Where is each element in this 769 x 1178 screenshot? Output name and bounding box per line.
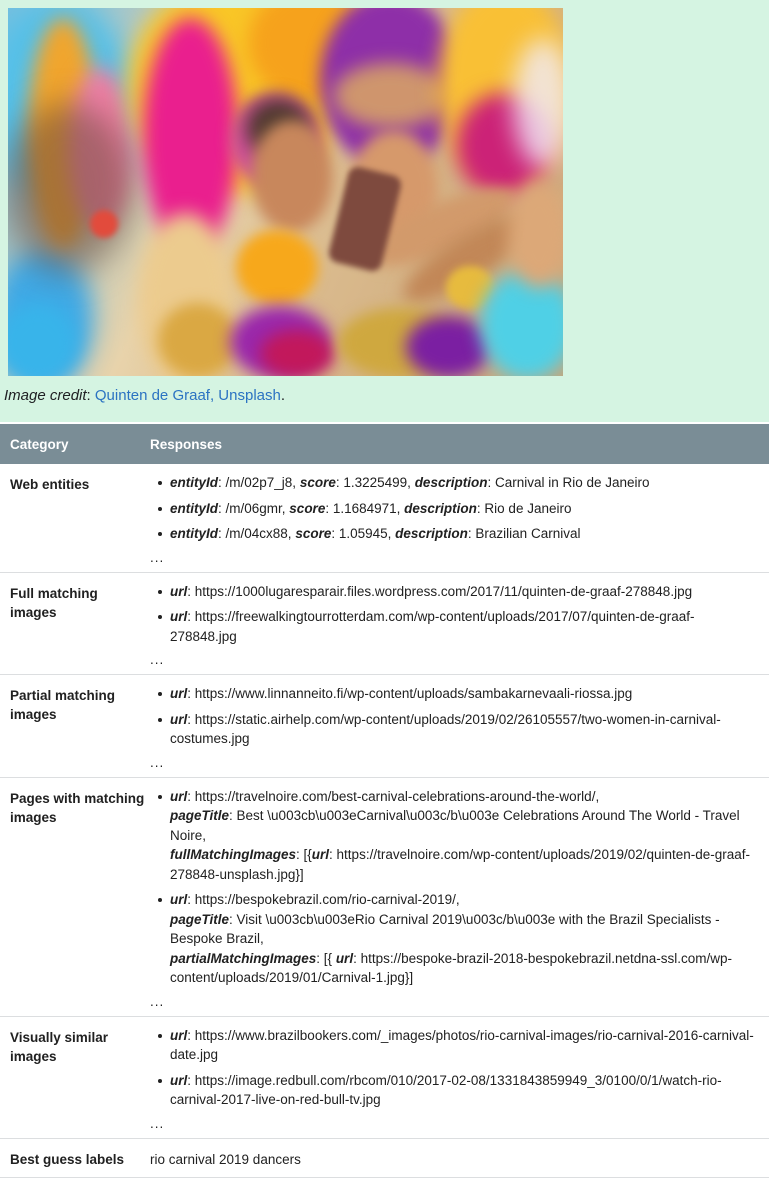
field-key: score <box>299 475 336 490</box>
field-value: : Visit \u003cb\u003eRio Carnival 2019\u003c/b\u003e with the Brazil Specialists - Bespoke Brazil, <box>170 911 720 946</box>
field-key: url <box>335 950 354 966</box>
field-value: : 1.05945, <box>331 526 396 541</box>
responses-cell <box>150 778 769 1016</box>
field-value: : https://travelnoire.com/best-carnival-celebrations-around-the-world/, <box>187 788 600 804</box>
field-key: url <box>170 583 188 599</box>
field-key: fullMatchingImages <box>170 847 297 862</box>
field-value: : https://static.airhelp.com/wp-content/uploads/2019/02/26105557/two-women-in-carnival-costumes.jpg <box>170 711 721 746</box>
field-key: score <box>289 500 326 516</box>
responses-column-header: Responses <box>150 436 223 452</box>
category-cell: Pages with matching images <box>10 790 145 825</box>
category-column-header: Category <box>10 436 69 452</box>
field-value: : https://www.linnanneito.fi/wp-content/uploads/sambakarnevaali-riossa.jpg <box>187 686 633 701</box>
table-row <box>0 1017 769 1139</box>
image-credit-period: . <box>280 387 286 404</box>
figure-block <box>0 0 769 422</box>
field-value: : https://travelnoire.com/wp-content/uploads/2019/02/quinten-de-graaf-278848-unsplash.jpg}] <box>170 847 751 882</box>
field-key: url <box>170 892 188 907</box>
field-key: url <box>170 609 188 624</box>
field-value: : https://bespokebrazil.com/rio-carnival-2019/, <box>187 892 460 907</box>
responses-cell <box>150 1017 769 1138</box>
photo-blob <box>236 230 318 305</box>
table-row <box>0 675 769 778</box>
responses-cell <box>150 675 769 777</box>
photo-blob <box>480 270 563 376</box>
field-value: : /m/04cx88, <box>218 526 296 541</box>
photo-blob <box>333 63 448 128</box>
field-value: : https://www.brazilbookers.com/_images/photos/rio-carnival-images/rio-carnival-2016-carnival-date.jpg <box>170 1027 754 1062</box>
field-key: description <box>404 500 477 516</box>
field-key: entityId <box>170 526 219 541</box>
field-value: : 1.1684971, <box>325 500 405 516</box>
field-key: url <box>170 1027 188 1043</box>
results-table-body <box>0 464 769 1178</box>
response-item <box>150 890 759 988</box>
photo-blob <box>8 103 133 273</box>
responses-cell <box>150 464 769 572</box>
field-value: : https://image.redbull.com/rbcom/010/2017-02-08/1331843859949_3/0100/0/1/watch-rio-carnival-2017-live-on-red-bull-tv.jpg <box>170 1072 722 1107</box>
response-item <box>150 473 759 493</box>
photo-blob <box>90 210 118 238</box>
response-item <box>150 710 759 749</box>
field-key: url <box>170 1072 188 1088</box>
field-key: entityId <box>170 475 219 490</box>
truncation-ellipsis: ... <box>150 1115 165 1131</box>
field-value: : https://bespoke-brazil-2018-bespokebrazil.netdna-ssl.com/wp-content/uploads/2019/01/Carnival-1.jpg}] <box>170 950 733 985</box>
carnival-photo <box>8 8 563 376</box>
response-item <box>150 524 759 544</box>
photo-blob <box>251 120 333 232</box>
photo-blob <box>158 303 238 376</box>
field-key: entityId <box>170 500 219 516</box>
field-value: : Carnival in Rio de Janeiro <box>487 475 650 490</box>
category-cell: Best guess labels <box>10 1151 125 1167</box>
field-value: : /m/06gmr, <box>218 500 290 516</box>
field-value: : [{ <box>316 950 336 966</box>
image-credit-label: Image credit <box>4 387 87 404</box>
truncation-ellipsis: ... <box>150 993 165 1009</box>
field-value: : /m/02p7_j8, <box>218 475 300 490</box>
category-cell: Partial matching images <box>10 688 116 722</box>
field-key: pageTitle <box>170 911 230 927</box>
field-value: : [{ <box>296 847 312 862</box>
results-table-header <box>0 424 769 464</box>
image-credit-separator: : <box>86 387 95 404</box>
field-key: partialMatchingImages <box>170 950 317 966</box>
photo-blob <box>260 330 334 376</box>
field-value: : Best \u003cb\u003eCarnival\u003c/b\u003e Celebrations Around The World - Travel Noire, <box>170 808 740 843</box>
field-key: description <box>414 475 488 490</box>
field-value: : Rio de Janeiro <box>476 500 572 516</box>
field-key: url <box>170 711 188 727</box>
field-value: : 1.3225499, <box>335 475 415 490</box>
results-table <box>0 424 769 1178</box>
table-row <box>0 1139 769 1178</box>
image-credit-link[interactable]: Quinten de Graaf, Unsplash <box>94 387 281 404</box>
field-key: url <box>170 686 188 701</box>
field-value: : https://freewalkingtourrotterdam.com/wp-content/uploads/2017/07/quinten-de-graaf-278848.jpg <box>170 609 695 644</box>
response-item <box>150 499 759 519</box>
field-key: url <box>311 847 330 862</box>
response-item <box>150 1071 759 1110</box>
truncation-ellipsis: ... <box>150 754 165 770</box>
photo-blob <box>406 316 491 376</box>
table-row <box>0 573 769 676</box>
truncation-ellipsis: ... <box>150 652 165 667</box>
table-row <box>0 778 769 1017</box>
response-item <box>150 684 759 704</box>
field-key: pageTitle <box>170 808 230 823</box>
field-key: description <box>395 526 468 541</box>
category-cell: Web entities <box>10 477 90 492</box>
category-cell: Visually similar images <box>10 1029 109 1064</box>
response-item <box>150 607 759 646</box>
response-item <box>150 787 759 885</box>
response-item <box>150 582 759 602</box>
responses-cell: rio carnival 2019 dancers <box>150 1151 301 1167</box>
response-item <box>150 1026 759 1065</box>
field-value: : Brazilian Carnival <box>467 526 581 541</box>
field-value: : https://1000lugaresparair.files.wordpress.com/2017/11/quinten-de-graaf-278848.jpg <box>187 583 693 599</box>
category-cell: Full matching images <box>10 585 98 620</box>
photo-blob <box>508 180 563 288</box>
truncation-ellipsis: ... <box>150 549 165 565</box>
field-key: score <box>295 526 332 541</box>
table-row <box>0 464 769 573</box>
field-key: url <box>170 788 188 804</box>
responses-cell <box>150 573 769 675</box>
